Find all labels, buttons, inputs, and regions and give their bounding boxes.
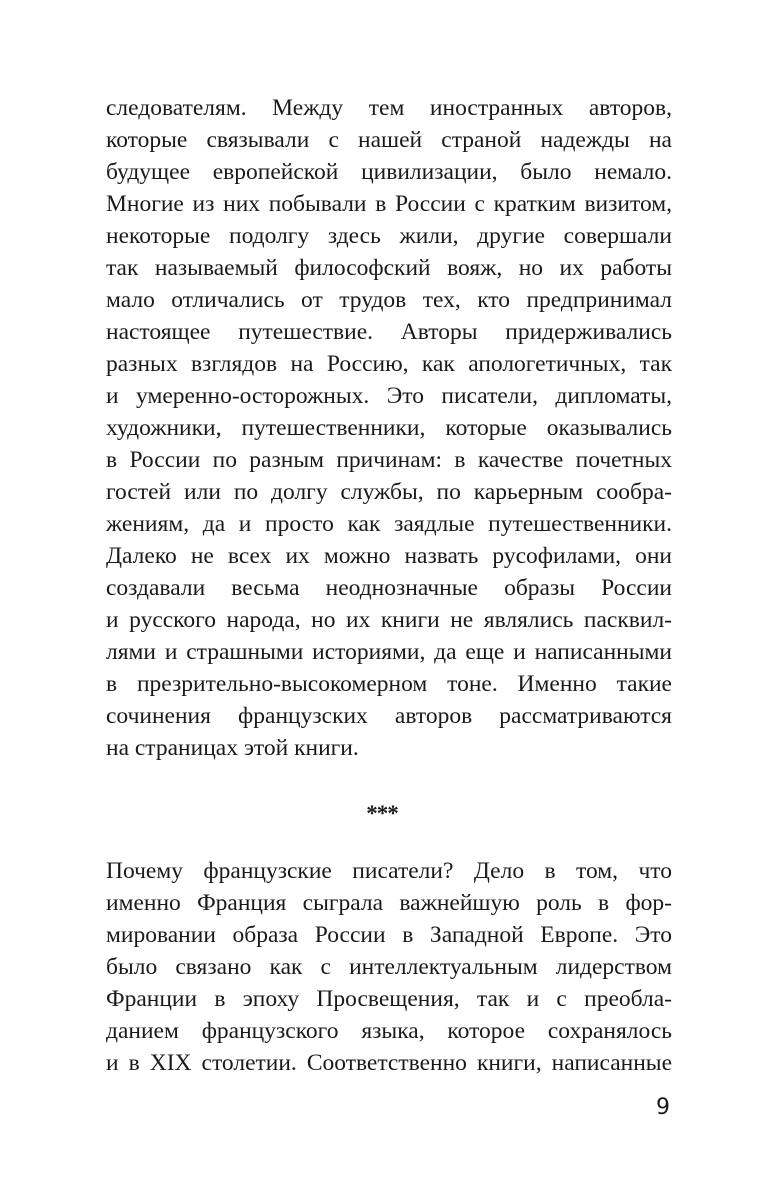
text-line: лями и страшными историями, да еще и написанными xyxy=(106,639,672,665)
text-line: было связано как с интеллектуальным лидерством xyxy=(106,954,672,980)
text-line: в России по разным причинам: в качестве почетных xyxy=(106,447,672,473)
text-line: именно Франция сыграла важнейшую роль в фор- xyxy=(106,890,672,916)
text-line: так называемый философский вояж, но их работы xyxy=(106,255,672,281)
text-line: на страницах этой книги. xyxy=(106,735,359,761)
text-line: разных взглядов на Россию, как апологетичных, так xyxy=(106,351,672,377)
text-line: мало отличались от трудов тех, кто предпринимал xyxy=(106,287,672,313)
text-line: которые связывали с нашей страной надежды на xyxy=(106,127,672,153)
page-number: 9 xyxy=(656,1095,670,1120)
text-line: Франции в эпоху Просвещения, так и с преобла- xyxy=(106,986,672,1012)
text-line: и умеренно-осторожных. Это писатели, дипломаты, xyxy=(106,383,672,409)
text-line: Многие из них побывали в России с кратким визитом, xyxy=(106,191,672,217)
text-line: создавали весьма неоднозначные образы России xyxy=(106,575,672,601)
text-line: некоторые подолгу здесь жили, другие совершали xyxy=(106,223,672,249)
text-line: сочинения французских авторов рассматриваются xyxy=(106,703,672,729)
text-line: будущее европейской цивилизации, было немало. xyxy=(106,159,672,185)
text-line: мировании образа России в Западной Европе. Это xyxy=(106,922,672,948)
paragraph-2 xyxy=(106,855,672,1079)
text-line: художники, путешественники, которые оказывались xyxy=(106,415,672,441)
text-line: жениям, да и просто как заядлые путешественники. xyxy=(106,511,672,537)
text-line: данием французского языка, которое сохранялось xyxy=(106,1018,672,1044)
section-separator: *** xyxy=(366,801,398,826)
text-line: Почему французские писатели? Дело в том, что xyxy=(106,858,672,884)
text-line: в презрительно-высокомерном тоне. Именно такие xyxy=(106,671,672,697)
text-line: и русского народа, но их книги не являлись пасквил- xyxy=(106,607,672,633)
paragraph-1 xyxy=(106,92,672,764)
text-line: настоящее путешествие. Авторы придерживались xyxy=(106,319,672,345)
text-line: гостей или по долгу службы, по карьерным сообра- xyxy=(106,479,672,505)
text-line: Далеко не всех их можно назвать русофилами, они xyxy=(106,543,672,569)
text-line: следователям. Между тем иностранных авторов, xyxy=(106,95,672,121)
text-line: и в XIX столетии. Соответственно книги, написанные xyxy=(106,1050,672,1076)
